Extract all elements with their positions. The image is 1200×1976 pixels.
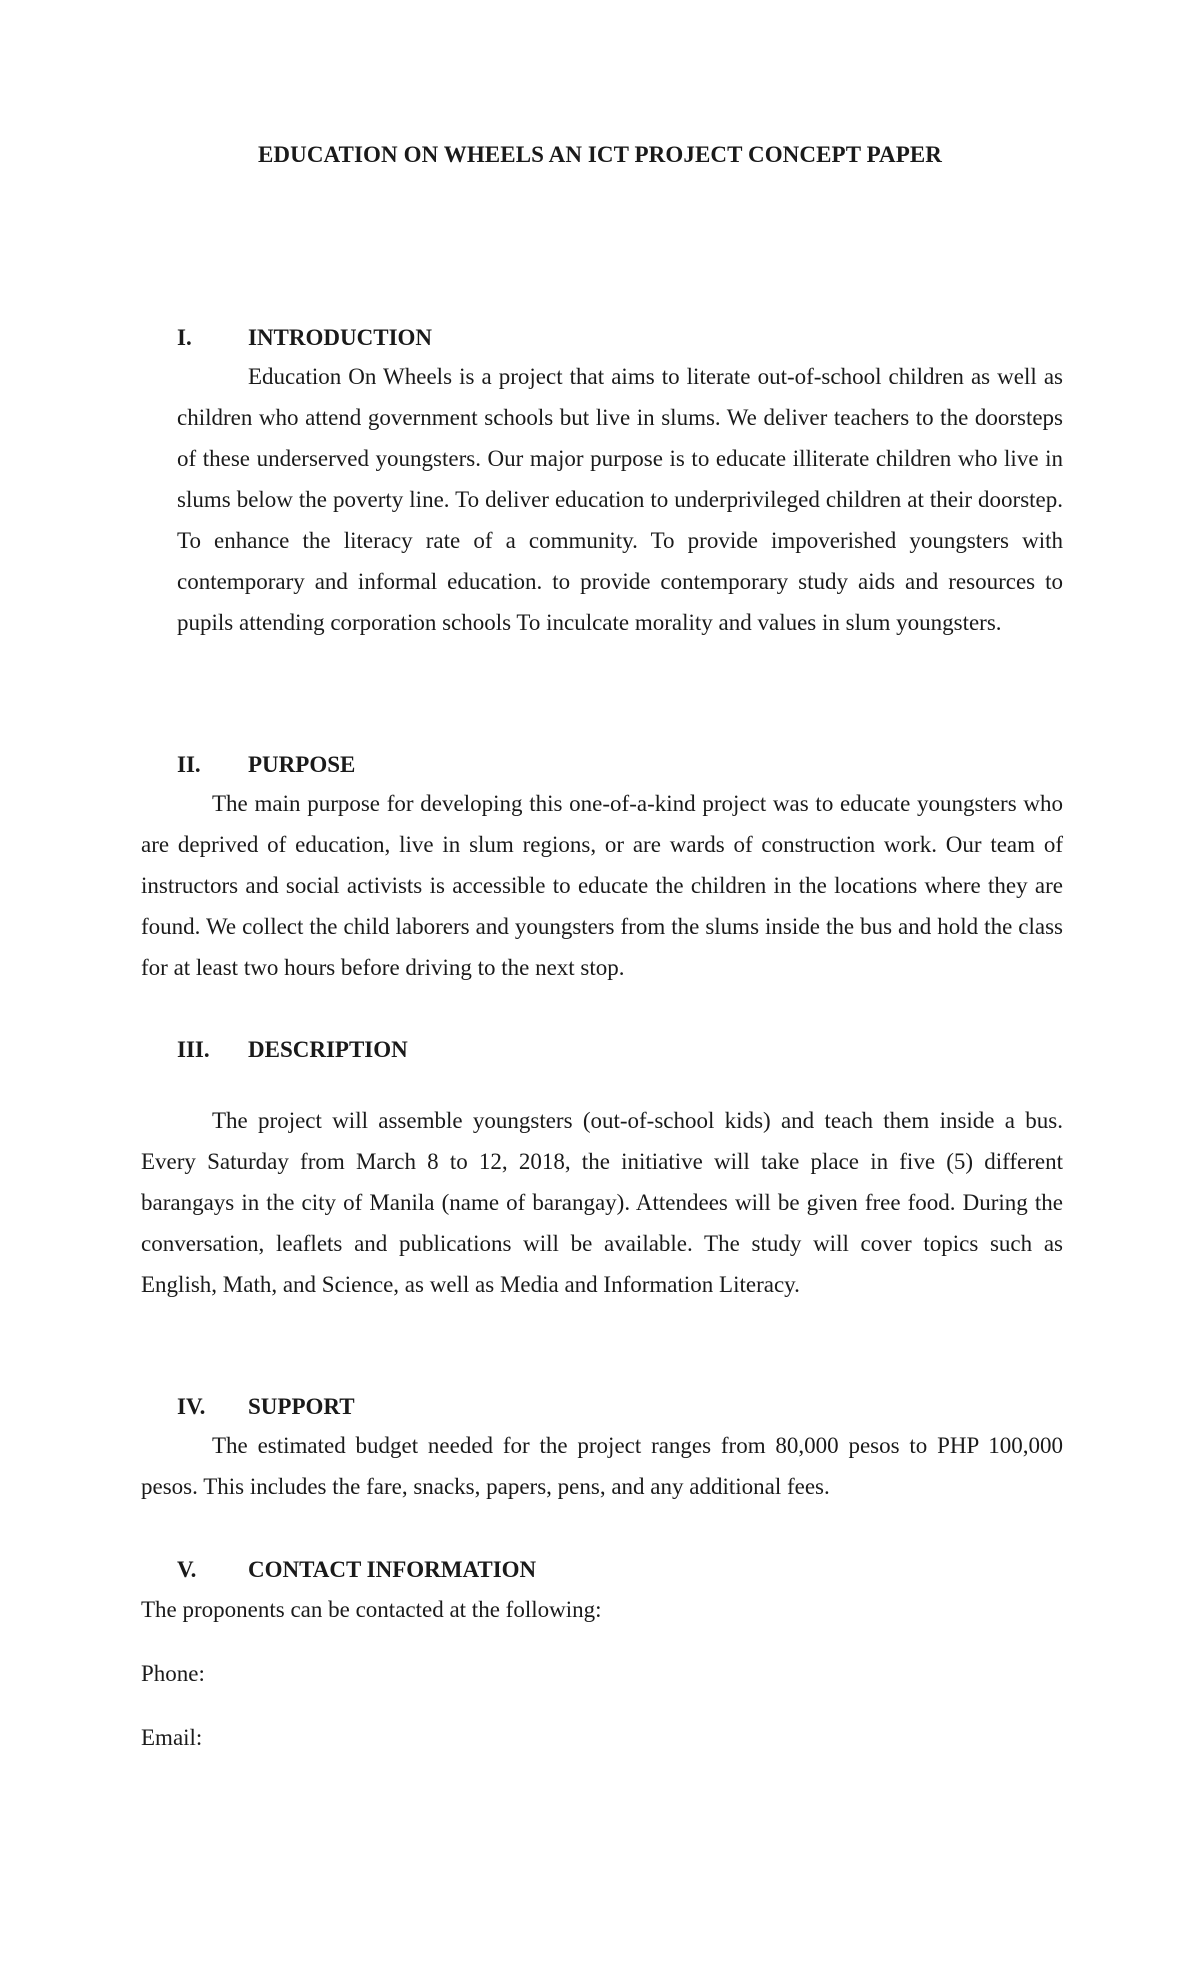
section-title: INTRODUCTION bbox=[248, 325, 433, 350]
section-title: SUPPORT bbox=[248, 1394, 355, 1419]
section-title: DESCRIPTION bbox=[248, 1037, 408, 1062]
section-number: III. bbox=[177, 1037, 210, 1062]
paragraph: The main purpose for developing this one-of-a-kind project was to educate youngsters who are deprived of education, live in slum regions, or are wards of construction work. Our team of instructors and social activists is accessible to educate the children in the locations where they are found. We collect the child laborers and youngsters from the slums inside the bus and hold the class for at least two hours before driving to the next stop. bbox=[141, 791, 1063, 980]
section-number: V. bbox=[177, 1557, 197, 1582]
phone-label: Phone: bbox=[141, 1661, 205, 1686]
contact-lead-text: The proponents can be contacted at the following: bbox=[141, 1597, 602, 1622]
section-number: I. bbox=[177, 325, 192, 350]
section-body-introduction bbox=[177, 356, 1063, 643]
section-title: CONTACT INFORMATION bbox=[248, 1557, 537, 1582]
section-body-support bbox=[141, 1425, 1063, 1507]
paragraph: The estimated budget needed for the project ranges from 80,000 pesos to PHP 100,000 pesos. This includes the fare, snacks, papers, pens, and any additional fees. bbox=[141, 1433, 1063, 1499]
section-number: II. bbox=[177, 752, 201, 777]
section-title: PURPOSE bbox=[248, 752, 356, 777]
section-body-purpose bbox=[141, 783, 1063, 988]
document-title: EDUCATION ON WHEELS AN ICT PROJECT CONCEPT PAPER bbox=[257, 142, 943, 167]
paragraph: The project will assemble youngsters (out-of-school kids) and teach them inside a bus. Every Saturday from March 8 to 12, 2018, the initiative will take place in five (5) different barangays in the city of Manila (name of barangay). Attendees will be given free food. During the conversation, leaflets and publications will be available. The study will cover topics such as English, Math, and Science, as well as Media and Information Literacy. bbox=[141, 1108, 1063, 1297]
section-number: IV. bbox=[177, 1394, 206, 1419]
email-label: Email: bbox=[141, 1725, 203, 1750]
paragraph: Education On Wheels is a project that aims to literate out-of-school children as well as children who attend government schools but live in slums. We deliver teachers to the doorsteps of these underserved youngsters. Our major purpose is to educate illiterate children who live in slums below the poverty line. To deliver education to underprivileged children at their doorstep. To enhance the literacy rate of a community. To provide impoverished youngsters with contemporary and informal education. to provide contemporary study aids and resources to pupils attending corporation schools To inculcate morality and values in slum youngsters. bbox=[177, 364, 1063, 635]
section-body-description bbox=[141, 1100, 1063, 1305]
